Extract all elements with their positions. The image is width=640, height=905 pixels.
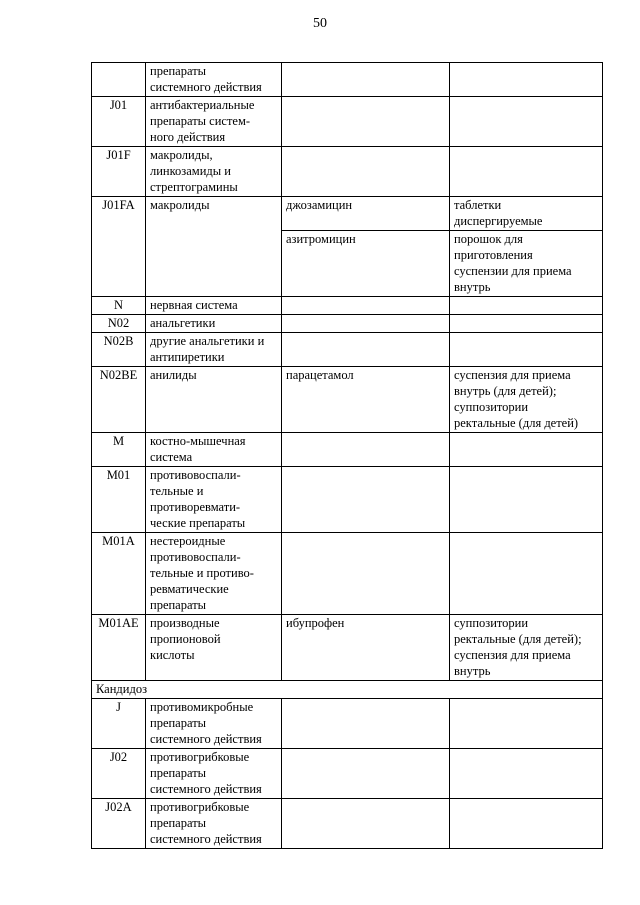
substance-cell-line: джозамицин (286, 198, 353, 212)
group-name-cell-line: линкозамиды и (150, 164, 231, 178)
dosage-form-cell (450, 467, 603, 533)
table-row (92, 315, 603, 333)
atc-code-cell: N02 (92, 315, 146, 333)
group-name-cell-line: анилиды (150, 368, 197, 382)
group-name-cell-line: препараты (150, 64, 207, 78)
table-body (92, 63, 603, 849)
group-name-cell (146, 615, 282, 681)
substance-cell-line: азитромицин (286, 232, 356, 246)
table-row (92, 749, 603, 799)
group-name-cell-line: противовоспали- (150, 550, 241, 564)
group-name-cell-line: кислоты (150, 648, 195, 662)
dosage-form-cell (450, 315, 603, 333)
substance-cell (282, 63, 450, 97)
group-name-cell (146, 367, 282, 433)
dosage-form-cell (450, 749, 603, 799)
group-name-cell-line: макролиды (150, 198, 210, 212)
group-name-cell-line: препараты (150, 816, 207, 830)
dosage-form-cell (450, 799, 603, 849)
group-name-cell-line: препараты (150, 716, 207, 730)
group-name-cell-line: анальгетики (150, 316, 216, 330)
table-row (92, 533, 603, 615)
table-row (92, 97, 603, 147)
dosage-form-cell (450, 297, 603, 315)
substance-cell (282, 315, 450, 333)
atc-code-cell: J02 (92, 749, 146, 799)
table-row (92, 147, 603, 197)
group-name-cell-line: препараты систем- (150, 114, 251, 128)
table-row (92, 799, 603, 849)
group-name-cell-line: системного действия (150, 832, 262, 846)
dosage-form-cell-line: таблетки (454, 198, 502, 212)
group-name-cell-line: антипиретики (150, 350, 225, 364)
group-name-cell-line: тельные и противо- (150, 566, 254, 580)
atc-code-cell: J02A (92, 799, 146, 849)
group-name-cell-line: ческие препараты (150, 516, 246, 530)
dosage-form-cell-line: диспергируемые (454, 214, 543, 228)
table-row (92, 433, 603, 467)
dosage-form-cell (450, 231, 603, 297)
dosage-form-cell (450, 333, 603, 367)
atc-code-cell: N (92, 297, 146, 315)
atc-code-cell: M (92, 433, 146, 467)
substance-cell (282, 367, 450, 433)
substance-cell (282, 97, 450, 147)
atc-code-cell: M01A (92, 533, 146, 615)
substance-cell (282, 433, 450, 467)
atc-code-cell: M01 (92, 467, 146, 533)
dosage-form-cell-line: внутрь (для детей); (454, 384, 557, 398)
group-name-cell-line: производные (150, 616, 220, 630)
group-name-cell (146, 197, 282, 297)
table-row (92, 615, 603, 681)
group-name-cell-line: системного действия (150, 782, 262, 796)
table-row (92, 681, 603, 699)
table-row (92, 297, 603, 315)
substance-cell (282, 615, 450, 681)
substance-cell (282, 699, 450, 749)
group-name-cell (146, 749, 282, 799)
substance-cell (282, 799, 450, 849)
dosage-form-cell (450, 433, 603, 467)
atc-code-cell: J01 (92, 97, 146, 147)
substance-cell (282, 333, 450, 367)
atc-code-cell (92, 63, 146, 97)
group-name-cell (146, 533, 282, 615)
table-row (92, 699, 603, 749)
group-name-cell (146, 297, 282, 315)
substance-cell (282, 749, 450, 799)
group-name-cell-line: противомикробные (150, 700, 254, 714)
dosage-form-cell (450, 699, 603, 749)
group-name-cell-line: тельные и (150, 484, 204, 498)
dosage-form-cell-line: внутрь (454, 664, 491, 678)
atc-code-cell: M01AE (92, 615, 146, 681)
group-name-cell-line: стрептограмины (150, 180, 238, 194)
substance-cell (282, 147, 450, 197)
group-name-cell-line: противогрибковые (150, 800, 250, 814)
table-row (92, 367, 603, 433)
group-name-cell (146, 333, 282, 367)
dosage-form-cell (450, 197, 603, 231)
dosage-form-cell-line: приготовления (454, 248, 533, 262)
dosage-form-cell (450, 367, 603, 433)
group-name-cell-line: нервная система (150, 298, 238, 312)
section-header: Кандидоз (92, 681, 603, 699)
substance-cell (282, 297, 450, 315)
medication-table (91, 62, 603, 849)
dosage-form-cell (450, 615, 603, 681)
dosage-form-cell-line: суппозитории (454, 400, 529, 414)
substance-cell-line: парацетамол (286, 368, 354, 382)
group-name-cell-line: системного действия (150, 732, 262, 746)
substance-cell (282, 467, 450, 533)
table-row (92, 63, 603, 97)
group-name-cell (146, 97, 282, 147)
substance-cell (282, 231, 450, 297)
group-name-cell (146, 315, 282, 333)
group-name-cell (146, 467, 282, 533)
atc-code-cell: J01F (92, 147, 146, 197)
atc-code-cell: N02BE (92, 367, 146, 433)
atc-code-cell: N02B (92, 333, 146, 367)
dosage-form-cell (450, 147, 603, 197)
group-name-cell-line: препараты (150, 766, 207, 780)
table-row (92, 197, 603, 231)
dosage-form-cell (450, 97, 603, 147)
group-name-cell-line: пропионовой (150, 632, 221, 646)
dosage-form-cell-line: суппозитории (454, 616, 529, 630)
substance-cell (282, 533, 450, 615)
dosage-form-cell-line: суспензия для приема (454, 368, 571, 382)
dosage-form-cell-line: ректальные (для детей); (454, 632, 582, 646)
dosage-form-cell-line: суспензия для приема (454, 648, 571, 662)
substance-cell-line: ибупрофен (286, 616, 345, 630)
dosage-form-cell-line: суспензии для приема (454, 264, 572, 278)
table-row (92, 467, 603, 533)
dosage-form-cell (450, 533, 603, 615)
substance-cell (282, 197, 450, 231)
atc-code-cell: J (92, 699, 146, 749)
group-name-cell-line: противоревмати- (150, 500, 241, 514)
group-name-cell-line: ревматические (150, 582, 229, 596)
group-name-cell-line: макролиды, (150, 148, 213, 162)
page-number: 50 (313, 16, 327, 31)
table-row (92, 333, 603, 367)
group-name-cell-line: препараты (150, 598, 207, 612)
group-name-cell-line: другие анальгетики и (150, 334, 265, 348)
group-name-cell (146, 147, 282, 197)
group-name-cell-line: нестероидные (150, 534, 226, 548)
group-name-cell-line: системного действия (150, 80, 262, 94)
dosage-form-cell (450, 63, 603, 97)
group-name-cell-line: ного действия (150, 130, 226, 144)
dosage-form-cell-line: ректальные (для детей) (454, 416, 579, 430)
group-name-cell-line: система (150, 450, 193, 464)
group-name-cell (146, 63, 282, 97)
group-name-cell (146, 799, 282, 849)
group-name-cell-line: противовоспали- (150, 468, 241, 482)
group-name-cell-line: антибактериальные (150, 98, 255, 112)
group-name-cell-line: противогрибковые (150, 750, 250, 764)
atc-code-cell: J01FA (92, 197, 146, 297)
group-name-cell (146, 699, 282, 749)
dosage-form-cell-line: внутрь (454, 280, 491, 294)
group-name-cell (146, 433, 282, 467)
dosage-form-cell-line: порошок для (454, 232, 523, 246)
group-name-cell-line: костно-мышечная (150, 434, 246, 448)
